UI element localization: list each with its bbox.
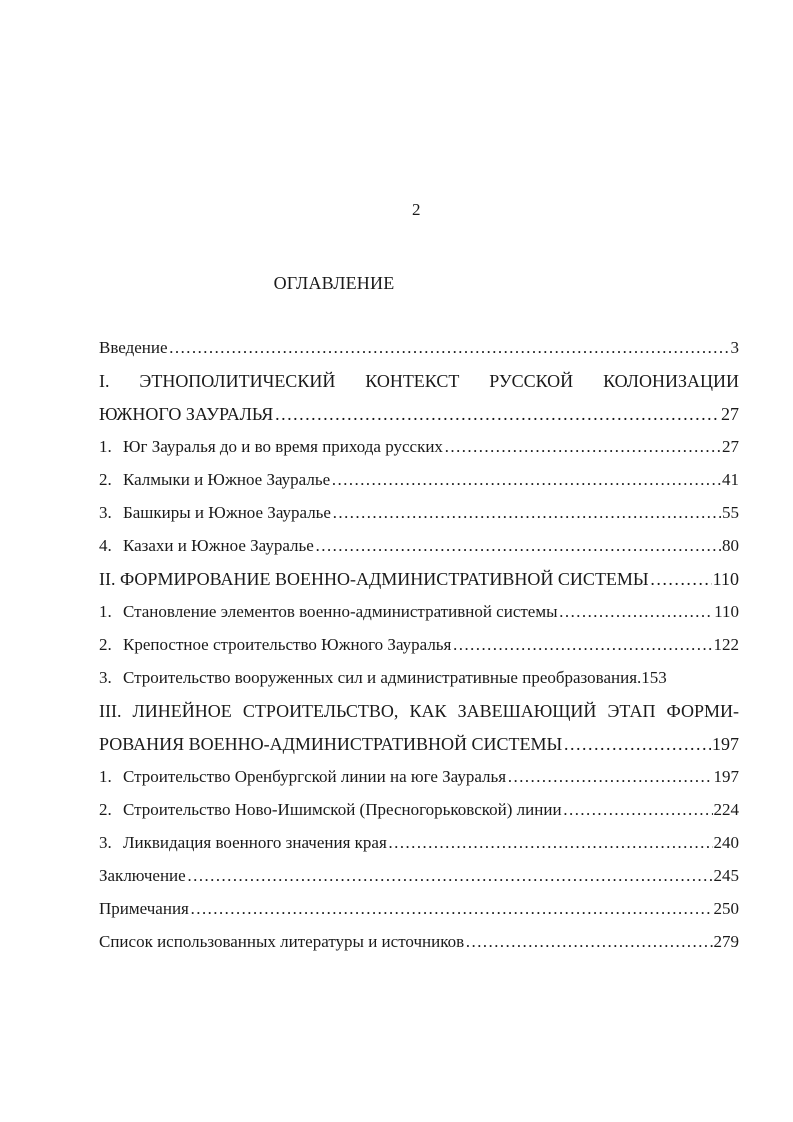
toc-leader-dots xyxy=(559,602,714,622)
toc-entry-page: 27 xyxy=(721,404,739,424)
toc-entry xyxy=(99,536,739,569)
toc-entry-label: Введение xyxy=(99,338,168,357)
toc-entry-page: 250 xyxy=(713,899,739,918)
toc-entry-label: Казахи и Южное Зауралье xyxy=(123,536,314,555)
toc-entry-introduction xyxy=(99,338,739,371)
toc-entry xyxy=(99,503,739,536)
toc-leader-dots xyxy=(187,866,713,886)
toc-entry-number: 2. xyxy=(99,635,112,654)
toc-chapter-1-heading-cont xyxy=(99,404,739,437)
toc-entry-page: 224 xyxy=(713,800,739,819)
toc-leader-dots xyxy=(444,437,721,457)
toc-entry-number: 1. xyxy=(99,767,112,786)
toc-chapter-title-line1: I. ЭТНОПОЛИТИЧЕСКИЙ КОНТЕКСТ РУССКОЙ КОЛОНИЗАЦИИ xyxy=(99,371,739,391)
toc-entry-label: Строительство Оренбургской линии на юге Зауралья xyxy=(123,767,507,786)
toc-entry-number: 1. xyxy=(99,437,112,456)
toc-entry-page: 3 xyxy=(730,338,739,357)
toc-leader-dots xyxy=(563,800,713,820)
toc-entry-page: 279 xyxy=(713,932,739,951)
toc-entry-label: Строительство Ново-Ишимской (Пресногорьковской) линии xyxy=(123,800,562,819)
toc-leader-dots xyxy=(507,767,712,787)
toc-entry-label: Заключение xyxy=(99,866,186,885)
toc-entry-bibliography xyxy=(99,932,739,965)
toc-entry-conclusion xyxy=(99,866,739,899)
toc-chapter-title-line1: III. ЛИНЕЙНОЕ СТРОИТЕЛЬСТВО, КАК ЗАВЕШАЮЩИЙ ЭТАП ФОРМИ- xyxy=(99,701,739,721)
toc-chapter-3-heading xyxy=(99,701,739,734)
toc-leader-dots xyxy=(650,569,712,590)
page-number: 2 xyxy=(412,200,421,219)
toc-entry-page: 153 xyxy=(641,668,667,687)
toc-entry xyxy=(99,668,739,701)
toc-entry-number: 3. xyxy=(99,668,112,687)
toc-leader-dots xyxy=(274,404,720,425)
toc-leader-dots xyxy=(331,470,721,490)
toc-entry-number: 4. xyxy=(99,536,112,555)
toc-entry-label: Список использованных литературы и источников xyxy=(99,932,465,951)
toc-entry-page: 245 xyxy=(713,866,739,885)
toc-entry xyxy=(99,767,739,800)
toc-entry-label: Строительство вооруженных сил и административные преобразования. xyxy=(123,668,642,687)
toc-entry-label: Ликвидация военного значения края xyxy=(123,833,387,852)
toc-leader-dots xyxy=(563,734,711,755)
toc-entry xyxy=(99,602,739,635)
table-of-contents xyxy=(99,338,739,965)
toc-chapter-title-line2: ЮЖНОГО ЗАУРАЛЬЯ xyxy=(99,404,274,424)
toc-chapter-2-heading xyxy=(99,569,739,602)
toc-entry-number: 2. xyxy=(99,470,112,489)
toc-entry-number: 1. xyxy=(99,602,112,621)
toc-entry-page: 110 xyxy=(712,569,739,589)
toc-entry-label: Примечания xyxy=(99,899,189,918)
toc-entry-page: 122 xyxy=(713,635,739,654)
toc-entry-notes xyxy=(99,899,739,932)
toc-entry xyxy=(99,833,739,866)
toc-entry xyxy=(99,437,739,470)
toc-entry xyxy=(99,470,739,503)
toc-entry xyxy=(99,635,739,668)
toc-entry-number: 3. xyxy=(99,833,112,852)
toc-entry-label: Становление элементов военно-административной системы xyxy=(123,602,558,621)
toc-leader-dots xyxy=(190,899,713,919)
toc-entry xyxy=(99,800,739,833)
toc-entry-page: 197 xyxy=(712,734,739,754)
toc-entry-page: 27 xyxy=(722,437,739,456)
toc-entry-label: Калмыки и Южное Зауралье xyxy=(123,470,331,489)
toc-entry-label: Башкиры и Южное Зауралье xyxy=(123,503,331,522)
toc-leader-dots xyxy=(452,635,712,655)
toc-leader-dots xyxy=(315,536,721,556)
toc-entry-number: 2. xyxy=(99,800,112,819)
toc-entry-number: 3. xyxy=(99,503,112,522)
toc-chapter-1-heading xyxy=(99,371,739,404)
toc-entry-page: 41 xyxy=(722,470,739,489)
toc-entry-page: 197 xyxy=(713,767,739,786)
toc-leader-dots xyxy=(332,503,721,523)
toc-entry-page: 240 xyxy=(713,833,739,852)
toc-title: ОГЛАВЛЕНИЕ xyxy=(273,273,395,293)
toc-chapter-3-heading-cont xyxy=(99,734,739,767)
toc-entry-label: Юг Зауралья до и во время прихода русских xyxy=(123,437,443,456)
toc-entry-page: 55 xyxy=(722,503,739,522)
toc-entry-page: 110 xyxy=(714,602,739,621)
toc-leader-dots xyxy=(465,932,712,952)
toc-entry-label: Крепостное строительство Южного Зауралья xyxy=(123,635,452,654)
toc-chapter-title: II. ФОРМИРОВАНИЕ ВОЕННО-АДМИНИСТРАТИВНОЙ СИСТЕМЫ xyxy=(99,569,649,589)
toc-chapter-title-line2: РОВАНИЯ ВОЕННО-АДМИНИСТРАТИВНОЙ СИСТЕМЫ xyxy=(99,734,563,754)
toc-leader-dots xyxy=(169,338,730,358)
toc-leader-dots xyxy=(388,833,713,853)
toc-entry-page: 80 xyxy=(722,536,739,555)
